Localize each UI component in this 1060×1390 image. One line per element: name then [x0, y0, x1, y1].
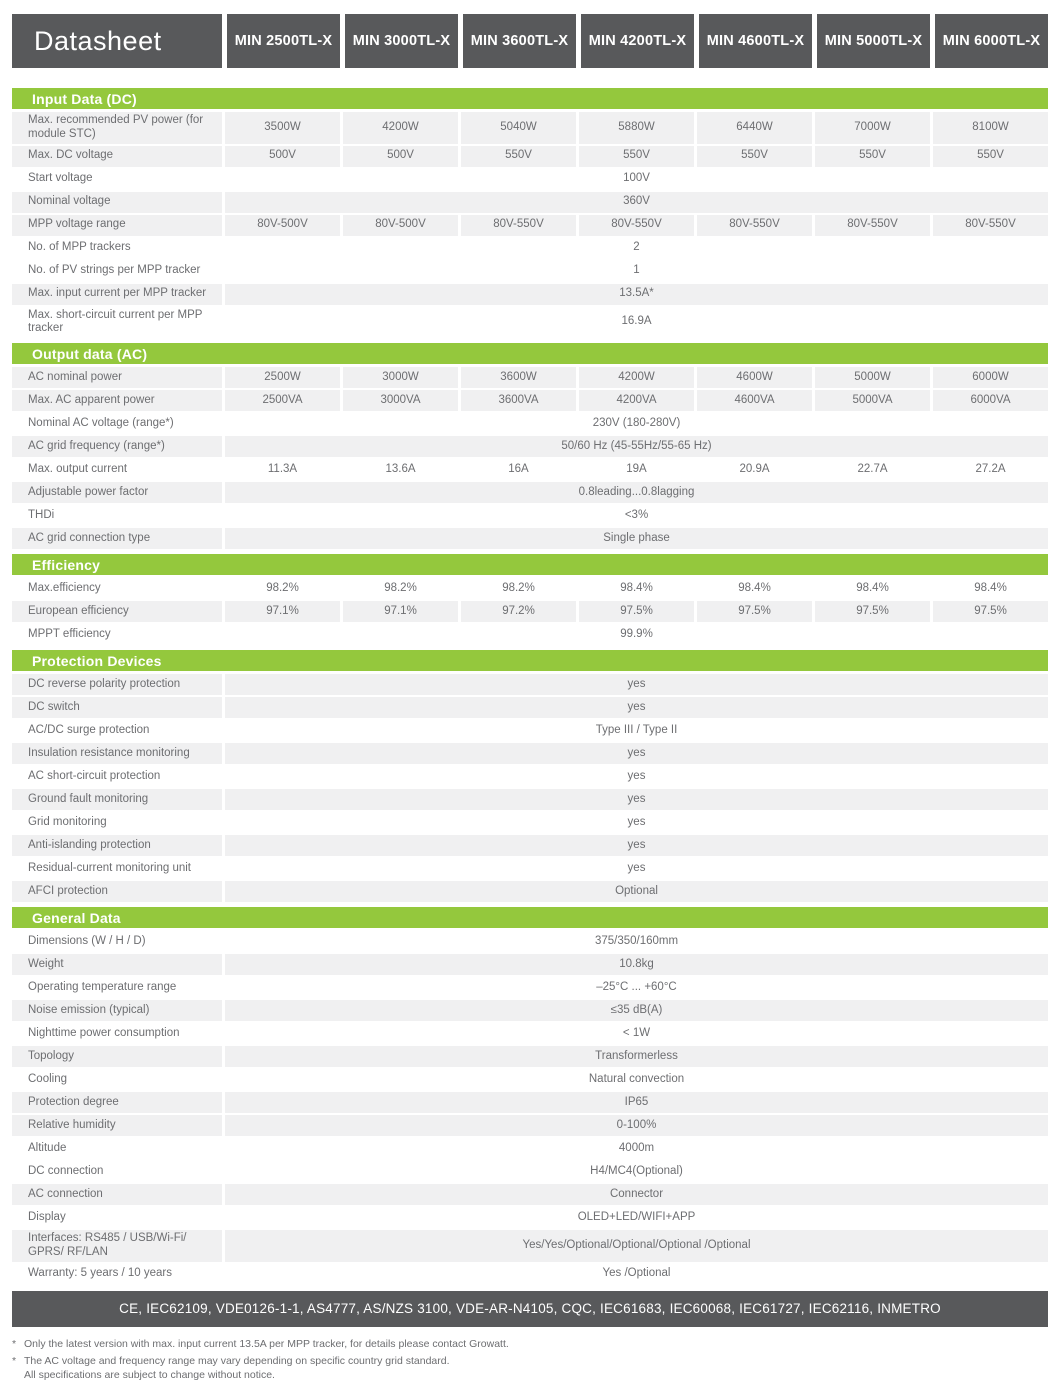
spec-value-cell: 550V [461, 146, 576, 167]
row-label: DC reverse polarity protection [12, 674, 222, 695]
spec-value-cell: 20.9A [697, 459, 812, 480]
row-label: Residual-current monitoring unit [12, 858, 222, 879]
spec-value-cell: 6440W [697, 112, 812, 144]
section-header [12, 343, 1048, 364]
spec-value-cell: 98.2% [461, 578, 576, 599]
spec-row [12, 674, 1048, 695]
spec-row [12, 697, 1048, 718]
row-label: Max. short-circuit current per MPP tracker [12, 307, 222, 339]
spec-row [12, 812, 1048, 833]
spec-value-cell: 4600VA [697, 390, 812, 411]
spec-row [12, 881, 1048, 902]
row-label: Interfaces: RS485 / USB/Wi-Fi/ GPRS/ RF/LAN [12, 1230, 222, 1262]
row-label: Nominal voltage [12, 192, 222, 213]
merged-value-cell: 1 [225, 261, 1048, 282]
merged-value-cell: 50/60 Hz (45-55Hz/55-65 Hz) [225, 436, 1048, 457]
model-column-header-3: MIN 3600TL-X [463, 14, 576, 68]
spec-row [12, 1264, 1048, 1285]
spec-value-cell: 22.7A [815, 459, 930, 480]
spec-row [12, 307, 1048, 339]
spec-row [12, 505, 1048, 526]
merged-value-cell: Yes /Optional [225, 1264, 1048, 1285]
merged-value-cell: H4/MC4(Optional) [225, 1161, 1048, 1182]
merged-value-cell: yes [225, 674, 1048, 695]
row-label: European efficiency [12, 601, 222, 622]
spec-value-cell: 98.4% [697, 578, 812, 599]
row-label: Start voltage [12, 169, 222, 190]
spec-value-cell: 98.2% [343, 578, 458, 599]
spec-value-cell: 500V [343, 146, 458, 167]
row-label: DC connection [12, 1161, 222, 1182]
spec-row [12, 367, 1048, 388]
spec-value-cell: 6000VA [933, 390, 1048, 411]
spec-value-cell: 4200W [343, 112, 458, 144]
row-label: DC switch [12, 697, 222, 718]
spec-table [12, 88, 1048, 1285]
spec-value-cell: 97.5% [815, 601, 930, 622]
merged-value-cell: yes [225, 835, 1048, 856]
merged-value-cell: 10.8kg [225, 954, 1048, 975]
spec-value-cell: 98.2% [225, 578, 340, 599]
spec-value-cell: 2500VA [225, 390, 340, 411]
model-column-header-1: MIN 2500TL-X [227, 14, 340, 68]
row-label: MPPT efficiency [12, 624, 222, 645]
merged-value-cell: yes [225, 858, 1048, 879]
certifications-bar [12, 1291, 1048, 1327]
section-header [12, 650, 1048, 671]
spec-row [12, 284, 1048, 305]
spec-value-cell: 3000W [343, 367, 458, 388]
spec-value-cell: 550V [579, 146, 694, 167]
row-label: AC/DC surge protection [12, 720, 222, 741]
spec-value-cell: 19A [579, 459, 694, 480]
spec-value-cell: 13.6A [343, 459, 458, 480]
spec-row [12, 743, 1048, 764]
spec-row [12, 954, 1048, 975]
section-title: Protection Devices [32, 652, 162, 669]
merged-value-cell: 375/350/160mm [225, 931, 1048, 952]
spec-value-cell: 98.4% [579, 578, 694, 599]
merged-value-cell: 0-100% [225, 1115, 1048, 1136]
row-label: Protection degree [12, 1092, 222, 1113]
spec-value-cell: 97.5% [579, 601, 694, 622]
merged-value-cell: yes [225, 812, 1048, 833]
spec-value-cell: 3000VA [343, 390, 458, 411]
row-label: Nominal AC voltage (range*) [12, 413, 222, 434]
merged-value-cell: 13.5A* [225, 284, 1048, 305]
row-label: Max. recommended PV power (for module STC) [12, 112, 222, 144]
merged-value-cell: ≤35 dB(A) [225, 1000, 1048, 1021]
spec-row [12, 858, 1048, 879]
row-label: Ground fault monitoring [12, 789, 222, 810]
model-column-header-5: MIN 4600TL-X [699, 14, 812, 68]
spec-row [12, 192, 1048, 213]
merged-value-cell: yes [225, 789, 1048, 810]
spec-value-cell: 5000VA [815, 390, 930, 411]
section-title: Output data (AC) [32, 345, 148, 362]
certifications-text: CE, IEC62109, VDE0126-1-1, AS4777, AS/NZS 3100, VDE-AR-N4105, CQC, IEC61683, IEC60068, IEC61727, IEC62116, INMETRO [119, 1301, 941, 1317]
spec-row [12, 146, 1048, 167]
row-label: Topology [12, 1046, 222, 1067]
footnote-1 [12, 1337, 1048, 1351]
spec-row [12, 413, 1048, 434]
spec-row [12, 1023, 1048, 1044]
merged-value-cell: Yes/Yes/Optional/Optional/Optional /Optional [225, 1230, 1048, 1262]
spec-row [12, 1000, 1048, 1021]
section-title: General Data [32, 909, 121, 926]
row-label: Anti-islanding protection [12, 835, 222, 856]
row-label: Adjustable power factor [12, 482, 222, 503]
footnote-text: The AC voltage and frequency range may vary depending on specific country grid standard. [24, 1354, 450, 1367]
spec-row [12, 112, 1048, 144]
row-label: Max. AC apparent power [12, 390, 222, 411]
merged-value-cell: yes [225, 743, 1048, 764]
merged-value-cell: Optional [225, 881, 1048, 902]
spec-value-cell: 5040W [461, 112, 576, 144]
spec-row [12, 1046, 1048, 1067]
row-label: Grid monitoring [12, 812, 222, 833]
spec-value-cell: 8100W [933, 112, 1048, 144]
merged-value-cell: <3% [225, 505, 1048, 526]
row-label: AC short-circuit protection [12, 766, 222, 787]
row-label: AC nominal power [12, 367, 222, 388]
row-label: Max. input current per MPP tracker [12, 284, 222, 305]
model-column-header-6: MIN 5000TL-X [817, 14, 930, 68]
row-label: Max. DC voltage [12, 146, 222, 167]
spec-row [12, 931, 1048, 952]
row-label: Max.efficiency [12, 578, 222, 599]
spec-value-cell: 98.4% [815, 578, 930, 599]
spec-row [12, 459, 1048, 480]
spec-value-cell: 27.2A [933, 459, 1048, 480]
spec-value-cell: 5000W [815, 367, 930, 388]
spec-row [12, 390, 1048, 411]
spec-value-cell: 80V-550V [579, 215, 694, 236]
spec-value-cell: 16A [461, 459, 576, 480]
row-label: AC grid frequency (range*) [12, 436, 222, 457]
section-title: Efficiency [32, 556, 101, 573]
spec-row [12, 528, 1048, 549]
merged-value-cell: 2 [225, 238, 1048, 259]
merged-value-cell: 16.9A [225, 307, 1048, 339]
spec-row [12, 835, 1048, 856]
row-label: MPP voltage range [12, 215, 222, 236]
merged-value-cell: yes [225, 697, 1048, 718]
spec-row [12, 1115, 1048, 1136]
merged-value-cell: OLED+LED/WIFI+APP [225, 1207, 1048, 1228]
spec-value-cell: 97.1% [343, 601, 458, 622]
spec-row [12, 1207, 1048, 1228]
model-column-header-7: MIN 6000TL-X [935, 14, 1048, 68]
spec-value-cell: 3600VA [461, 390, 576, 411]
merged-value-cell: Transformerless [225, 1046, 1048, 1067]
spec-row [12, 1230, 1048, 1262]
spec-row [12, 1138, 1048, 1159]
spec-value-cell: 5880W [579, 112, 694, 144]
spec-row [12, 261, 1048, 282]
spec-row [12, 766, 1048, 787]
row-label: Altitude [12, 1138, 222, 1159]
section-header [12, 554, 1048, 575]
spec-row [12, 977, 1048, 998]
merged-value-cell: 4000m [225, 1138, 1048, 1159]
spec-row [12, 169, 1048, 190]
spec-row [12, 1069, 1048, 1090]
spec-value-cell: 80V-550V [697, 215, 812, 236]
footnote-text: Only the latest version with max. input current 13.5A per MPP tracker, for details please contact Growatt. [24, 1337, 509, 1350]
spec-value-cell: 4200VA [579, 390, 694, 411]
section-header [12, 88, 1048, 109]
spec-value-cell: 80V-500V [343, 215, 458, 236]
spec-row [12, 1184, 1048, 1205]
merged-value-cell: –25°C ... +60°C [225, 977, 1048, 998]
spec-value-cell: 550V [815, 146, 930, 167]
spec-value-cell: 4200W [579, 367, 694, 388]
spec-value-cell: 550V [697, 146, 812, 167]
spec-value-cell: 97.5% [933, 601, 1048, 622]
spec-value-cell: 3500W [225, 112, 340, 144]
spec-row [12, 1161, 1048, 1182]
merged-value-cell: IP65 [225, 1092, 1048, 1113]
page-title: Datasheet [12, 14, 222, 68]
section-header [12, 907, 1048, 928]
row-label: THDi [12, 505, 222, 526]
row-label: Noise emission (typical) [12, 1000, 222, 1021]
row-label: Insulation resistance monitoring [12, 743, 222, 764]
row-label: Nighttime power consumption [12, 1023, 222, 1044]
row-label: Display [12, 1207, 222, 1228]
spec-row [12, 578, 1048, 599]
spec-value-cell: 80V-550V [461, 215, 576, 236]
section-title: Input Data (DC) [32, 90, 137, 107]
row-label: Operating temperature range [12, 977, 222, 998]
spec-value-cell: 98.4% [933, 578, 1048, 599]
spec-row [12, 482, 1048, 503]
spec-value-cell: 80V-500V [225, 215, 340, 236]
row-label: Relative humidity [12, 1115, 222, 1136]
footnote-marker: * [12, 1337, 17, 1350]
spec-row [12, 624, 1048, 645]
spec-row [12, 789, 1048, 810]
spec-value-cell: 80V-550V [815, 215, 930, 236]
merged-value-cell: Natural convection [225, 1069, 1048, 1090]
spec-row [12, 720, 1048, 741]
merged-value-cell: < 1W [225, 1023, 1048, 1044]
spec-row [12, 215, 1048, 236]
footnotes [12, 1337, 1048, 1383]
row-label: AC connection [12, 1184, 222, 1205]
spec-row [12, 436, 1048, 457]
footnote-2 [12, 1354, 1048, 1382]
row-label: No. of MPP trackers [12, 238, 222, 259]
row-label: Cooling [12, 1069, 222, 1090]
spec-value-cell: 11.3A [225, 459, 340, 480]
merged-value-cell: 230V (180-280V) [225, 413, 1048, 434]
row-label: AC grid connection type [12, 528, 222, 549]
merged-value-cell: yes [225, 766, 1048, 787]
spec-value-cell: 7000W [815, 112, 930, 144]
merged-value-cell: Type III / Type II [225, 720, 1048, 741]
merged-value-cell: Connector [225, 1184, 1048, 1205]
spec-value-cell: 2500W [225, 367, 340, 388]
spec-value-cell: 4600W [697, 367, 812, 388]
spec-row [12, 238, 1048, 259]
spec-row [12, 1092, 1048, 1113]
merged-value-cell: 100V [225, 169, 1048, 190]
spec-value-cell: 80V-550V [933, 215, 1048, 236]
merged-value-cell: 99.9% [225, 624, 1048, 645]
spec-row [12, 601, 1048, 622]
spec-value-cell: 500V [225, 146, 340, 167]
merged-value-cell: 0.8leading...0.8lagging [225, 482, 1048, 503]
spec-value-cell: 97.2% [461, 601, 576, 622]
row-label: Weight [12, 954, 222, 975]
spec-value-cell: 550V [933, 146, 1048, 167]
row-label: AFCI protection [12, 881, 222, 902]
spec-value-cell: 97.5% [697, 601, 812, 622]
model-column-header-4: MIN 4200TL-X [581, 14, 694, 68]
spec-value-cell: 6000W [933, 367, 1048, 388]
spec-value-cell: 3600W [461, 367, 576, 388]
model-column-header-2: MIN 3000TL-X [345, 14, 458, 68]
footnote-subtext: All specifications are subject to change without notice. [24, 1369, 275, 1382]
row-label: Dimensions (W / H / D) [12, 931, 222, 952]
row-label: Max. output current [12, 459, 222, 480]
merged-value-cell: Single phase [225, 528, 1048, 549]
row-label: No. of PV strings per MPP tracker [12, 261, 222, 282]
spec-value-cell: 97.1% [225, 601, 340, 622]
merged-value-cell: 360V [225, 192, 1048, 213]
table-header [12, 14, 1048, 68]
footnote-marker: * [12, 1354, 17, 1367]
row-label: Warranty: 5 years / 10 years [12, 1264, 222, 1285]
